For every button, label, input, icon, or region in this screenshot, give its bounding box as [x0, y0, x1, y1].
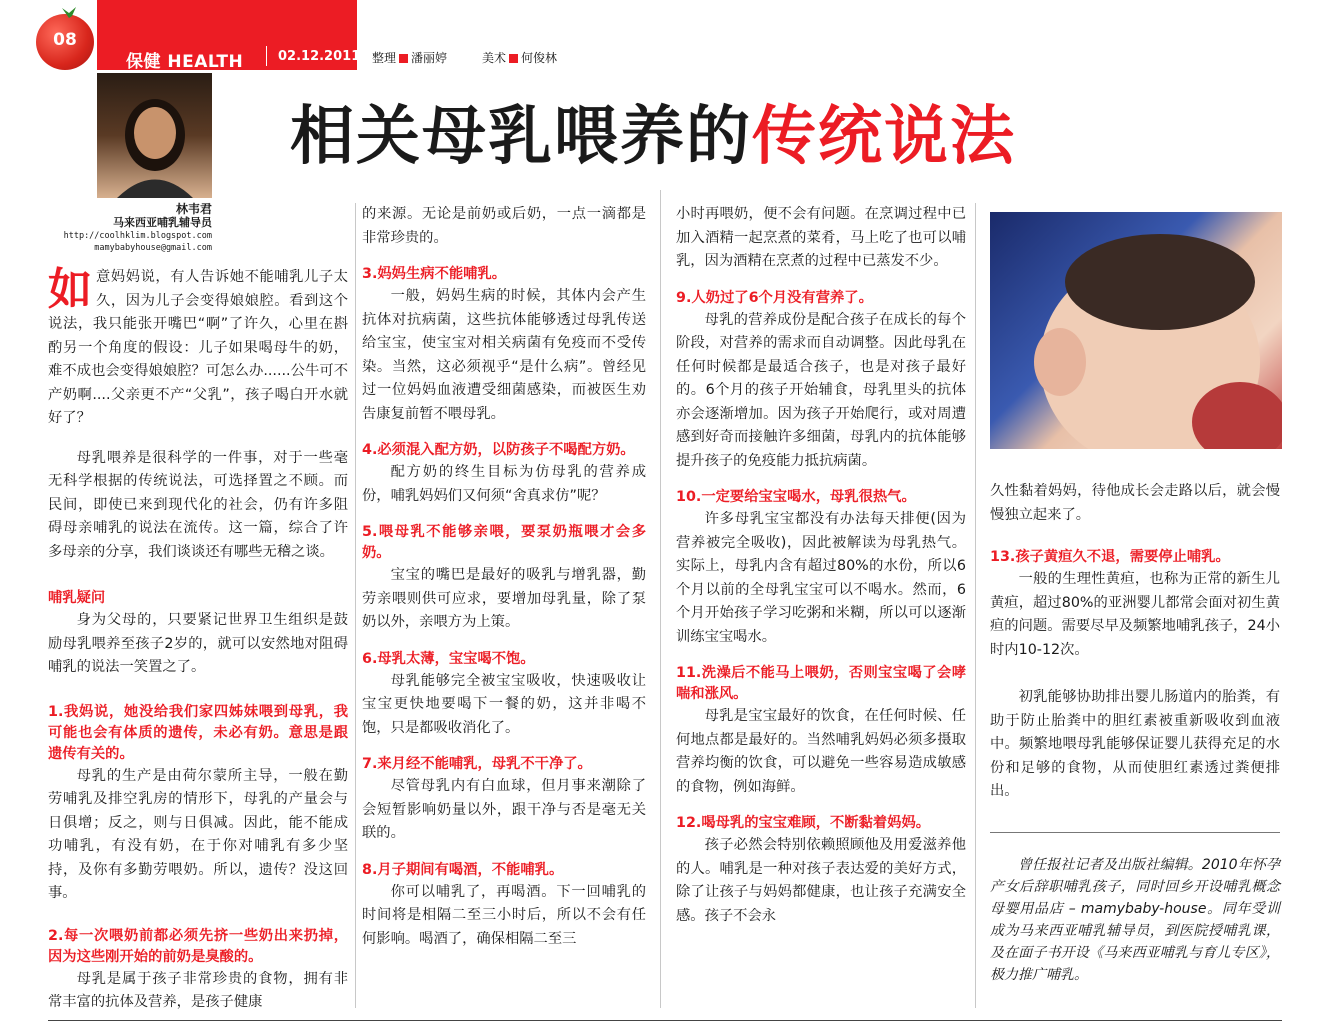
paragraph: 你可以哺乳了，再喝酒。下一回哺乳的时间将是相隔二至三小时后，所以不会有任何影响。喝酒了，确保相隔二至三: [362, 883, 646, 947]
paragraph: 的来源。无论是前奶或后奶，一点一滴都是非常珍贵的。: [362, 206, 646, 246]
paragraph: 初乳能够协助排出婴儿肠道内的胎粪，有助于防止胎粪中的胆红素被重新吸收到血液中。频繁地喂母乳能够保证婴儿获得充足的水份和足够的食物，从而使胆红素透过粪便排出。: [990, 689, 1280, 799]
paragraph: 母乳是属于孩子非常珍贵的食物，拥有非常丰富的抗体及营养，是孩子健康: [48, 970, 348, 1010]
paragraph: 母乳的生产是由荷尔蒙所主导，一般在勤劳哺乳及排空乳房的情形下，母乳的产量会与日俱增；反之，则与日俱减。因此，能不能成功哺乳，有没有奶，在于你对哺乳有多少坚持，及你有多勤劳喂奶。所以，遗传？没这回事。: [48, 767, 348, 901]
paragraph: 宝宝的嘴巴是最好的吸乳与增乳器，勤劳亲喂则供可应求，要增加母乳量，除了泵奶以外，亲喂方为上策。: [362, 567, 646, 630]
author-title: 马来西亚哺乳辅导员: [113, 216, 212, 229]
column-rule: [975, 203, 976, 1008]
section-heading-4: 4.必须混入配方奶，以防孩子不喝配方奶。: [362, 442, 635, 458]
headline-black: 相关母乳喂养的: [290, 100, 752, 174]
section-heading-13: 13.孩子黄疸久不退，需要停止哺乳。: [990, 549, 1230, 565]
editor-credit: 整理 潘丽婷: [372, 51, 448, 65]
paragraph: 身为父母的，只要紧记世界卫生组织是鼓励母乳喂养至孩子2岁的，就可以安然地对阻碍哺乳的说法一笑置之了。: [48, 612, 348, 675]
section-heading-7: 7.来月经不能哺乳，母乳不干净了。: [362, 756, 592, 772]
author-bio: 曾任报社记者及出版社编辑。2010年怀孕产女后辞职哺乳孩子，同时回乡开设哺乳概念母婴用品店 – mamybaby-house。同年受训成为马来西亚哺乳辅导员，到医院授哺乳课，及在面子书开设《马来西亚哺乳与育儿专区》，极力推广哺乳。: [990, 857, 1280, 983]
paragraph: 母乳是宝宝最好的饮食，在任何时候、任何地点都是最好的。当然哺乳妈妈必须多摄取营养均衡的饮食，可以避免一些容易造成敏感的食物，例如海鲜。: [676, 708, 966, 795]
paragraph: 一般的生理性黄疸，也称为正常的新生儿黄疸，超过80%的亚洲婴儿都常会面对初生黄疸的问题。需要尽早及频繁地哺乳孩子，24小时内10-12次。: [990, 571, 1280, 658]
author-photo: [97, 73, 212, 198]
art-credit: 美术 何俊林: [482, 51, 558, 65]
author-blog-link[interactable]: http://coolhklim.blogspot.com: [63, 231, 212, 241]
dropcap: 如: [48, 264, 92, 315]
bio-rule: [990, 832, 1280, 833]
paragraph: 小时再喂奶，便不会有问题。在烹调过程中已加入酒精一起烹煮的菜肴，马上吃了也可以哺乳，因为酒精在烹煮的过程中已蒸发不少。: [676, 206, 966, 269]
intro-paragraph: 如意妈妈说，有人告诉她不能哺乳儿子太久，因为儿子会变得娘娘腔。看到这个说法，我只能张开嘴巴“啊”了许久，心里在斟酌另一个角度的假设：儿子如果喝母牛的奶，难不成也会变得娘娘腔？可怎么办......公牛可不产奶啊....父亲更不产“父乳”，孩子喝白开水就好了？: [48, 264, 348, 426]
bottom-rule: [48, 1020, 1282, 1021]
section-heading-3: 3.妈妈生病不能哺乳。: [362, 266, 507, 282]
baby-photo: [990, 212, 1282, 449]
section-heading-12: 12.喝母乳的宝宝难顾，不断黏着妈妈。: [676, 815, 931, 831]
column-rule: [660, 190, 661, 1008]
column-rule: [355, 203, 356, 1008]
paragraph: 久性黏着妈妈，待他成长会走路以后，就会慢慢独立起来了。: [990, 483, 1280, 523]
paragraph: 母乳的营养成份是配合孩子在成长的每个阶段，对营养的需求而自动调整。因此母乳在任何时候都是最适合孩子，也是对孩子最好的。6个月的孩子开始辅食，母乳里头的抗体亦会逐渐增加。因为孩子开始爬行，或对周遭感到好奇而接触许多细菌，母乳内的抗体能够提升孩子的免疫能力抵抗病菌。: [676, 311, 966, 469]
article-column-4: [990, 480, 1280, 804]
section-heading-11: 11.洗澡后不能马上喂奶，否则宝宝喝了会哮喘和涨风。: [676, 665, 966, 702]
section-heading-8: 8.月子期间有喝酒，不能哺乳。: [362, 861, 564, 878]
section-heading-6: 6.母乳太薄，宝宝喝不饱。: [362, 650, 535, 667]
tomato-stem-icon: [58, 6, 80, 18]
author-email[interactable]: mamybabyhouse@gmail.com: [94, 243, 212, 253]
section-heading-10: 10.一定要给宝宝喝水，母乳很热气。: [676, 489, 916, 505]
paragraph: 孩子必然会特别依赖照顾他及用爱滋养他的人。哺乳是一种对孩子表达爱的美好方式，除了让孩子与妈妈都健康，也让孩子充满安全感。孩子不会永: [676, 837, 966, 924]
header-divider: [266, 46, 267, 66]
section-label: 保健 HEALTH: [126, 52, 244, 72]
author-name: 林韦君: [175, 202, 212, 216]
paragraph: 许多母乳宝宝都没有办法每天排便(因为营养被完全吸收)，因此被解读为母乳热气。实际上，母乳内含有超过80%的水份，所以6个月以前的全母乳宝宝可以不喝水。然而，6个月开始孩子学习吃粥和米糊，所以可以逐渐训练宝宝喝水。: [676, 511, 966, 645]
section-heading-1: 1.我妈说，她没给我们家四姊妹喂到母乳，我可能也会有体质的遗传，未必有奶。意思是跟遗传有关的。: [48, 703, 348, 762]
section-heading-2: 2.每一次喂奶前都必须先挤一些奶出来扔掉，因为这些刚开始的前奶是臭酸的。: [48, 927, 348, 965]
paragraph: 配方奶的终生目标为仿母乳的营养成份，哺乳妈妈们又何须“舍真求仿”呢？: [362, 464, 646, 504]
headline: [290, 92, 1016, 182]
article-column-2: [362, 203, 646, 951]
paragraph: 母乳喂养是很科学的一件事，对于一些毫无科学根据的传统说法，可选择置之不顾。而民间，即使已来到现代化的社会，仍有许多阻碍母亲哺乳的说法在流传。这一篇，综合了许多母亲的分享，我们谈谈还有哪些无稽之谈。: [48, 449, 348, 560]
paragraph: 尽管母乳内有白血球，但月事来潮除了会短暂影响奶量以外，跟干净与否是毫无关联的。: [362, 778, 646, 841]
article-column-3: [676, 203, 966, 928]
article-column-1: [48, 266, 348, 1015]
page-number: 08: [53, 30, 77, 50]
issue-date: 02.12.2011: [278, 49, 361, 64]
paragraph: 母乳能够完全被宝宝吸收，快速吸收让宝宝更快地要喝下一餐的奶，这并非喝不饱，只是都吸收消化了。: [362, 672, 646, 736]
paragraph: 一般，妈妈生病的时候，其体内会产生抗体对抗病菌，这些抗体能够透过母乳传送给宝宝，使宝宝对相关病菌有免疫而不受传染。当然，这必须视乎“是什么病”。曾经见过一位妈妈血液遭受细菌感染，而被医生劝告康复前暂不喂母乳。: [362, 288, 646, 422]
sub-heading: 哺乳疑问: [48, 590, 106, 606]
headline-red: 传统说法: [752, 100, 1016, 174]
section-heading-9: 9.人奶过了6个月没有营养了。: [676, 289, 873, 306]
section-heading-5: 5.喂母乳不能够亲喂，要泵奶瓶喂才会多奶。: [362, 524, 646, 561]
